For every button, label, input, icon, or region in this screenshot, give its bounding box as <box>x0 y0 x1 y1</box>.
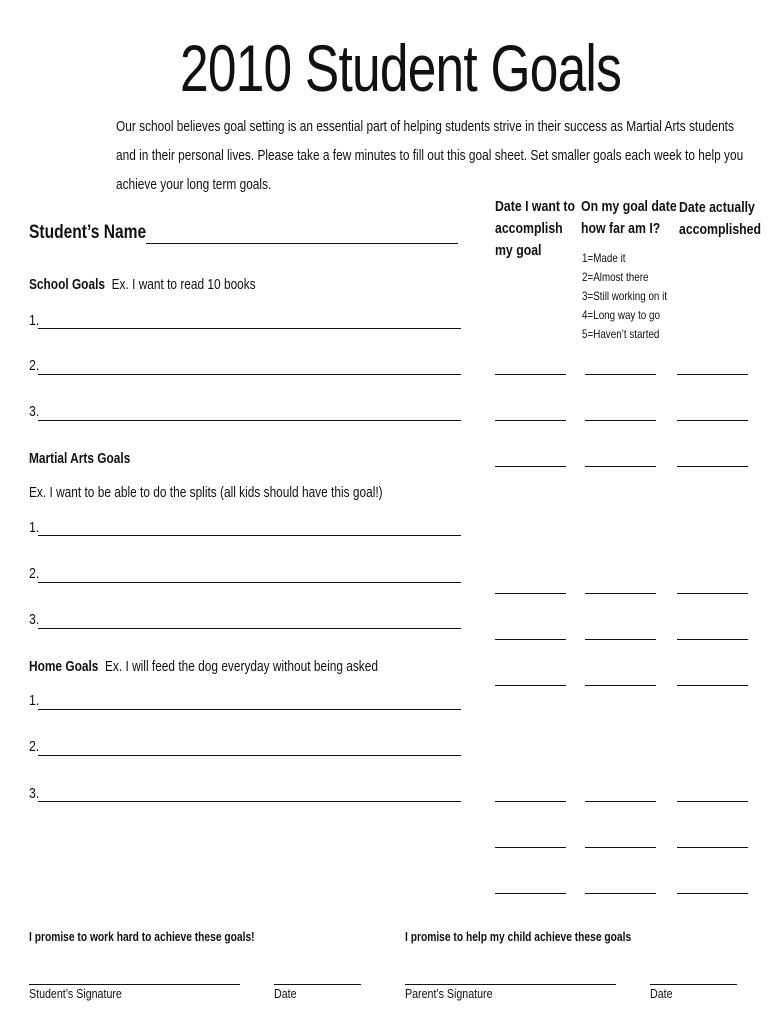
scale-item: 1=Made it <box>582 251 626 265</box>
school-goal-number: 2. <box>29 358 40 374</box>
col-header-date-accomplish <box>495 196 575 262</box>
student-date-field[interactable] <box>274 984 361 985</box>
goal-tracking-blank[interactable] <box>495 847 566 848</box>
goal-tracking-blank[interactable] <box>585 420 656 421</box>
goal-tracking-blank[interactable] <box>585 685 656 686</box>
martial-goal-number: 1. <box>29 520 40 536</box>
col-header-date-accomplished <box>679 197 761 241</box>
home-goals-heading <box>29 659 378 675</box>
parent-date-field[interactable] <box>650 984 737 985</box>
goal-tracking-blank[interactable] <box>677 639 748 640</box>
col-header-line: Date actually <box>679 199 755 216</box>
home-goals-title: Home Goals <box>29 659 99 675</box>
martial-goal-number: 3. <box>29 612 40 628</box>
goal-tracking-blank[interactable] <box>677 685 748 686</box>
scale-item: 5=Haven’t started <box>582 327 660 341</box>
goal-tracking-blank[interactable] <box>495 374 566 375</box>
school-goal-3-field[interactable] <box>38 420 461 421</box>
col-header-line: On my goal date <box>581 198 677 215</box>
goal-tracking-blank[interactable] <box>495 639 566 640</box>
page-title: 2010 Student Goals <box>180 31 622 105</box>
scale-item: 3=Still working on it <box>582 289 668 303</box>
goal-tracking-blank[interactable] <box>677 801 748 802</box>
goal-tracking-blank[interactable] <box>495 685 566 686</box>
goal-tracking-blank[interactable] <box>585 801 656 802</box>
goal-tracking-blank[interactable] <box>677 374 748 375</box>
school-goals-title: School Goals <box>29 277 105 293</box>
goal-tracking-blank[interactable] <box>495 466 566 467</box>
home-goal-number: 3. <box>29 786 40 802</box>
intro-line-3: achieve your long term goals. <box>116 177 272 193</box>
scale-item: 2=Almost there <box>582 270 649 284</box>
parent-signature-label: Parent’s Signature <box>405 986 493 1001</box>
martial-goal-1-field[interactable] <box>38 535 461 536</box>
goal-tracking-blank[interactable] <box>677 466 748 467</box>
col-header-line: how far am I? <box>581 220 661 237</box>
goal-tracking-blank[interactable] <box>495 593 566 594</box>
home-goals-example: Ex. I will feed the dog everyday without being asked <box>104 659 378 675</box>
goal-tracking-blank[interactable] <box>585 374 656 375</box>
goal-tracking-blank[interactable] <box>495 420 566 421</box>
goal-tracking-blank[interactable] <box>585 847 656 848</box>
school-goal-2-field[interactable] <box>38 374 461 375</box>
goal-tracking-blank[interactable] <box>585 593 656 594</box>
goal-tracking-blank[interactable] <box>677 893 748 894</box>
martial-goal-2-field[interactable] <box>38 582 461 583</box>
student-signature-label: Student’s Signature <box>29 986 122 1001</box>
goal-tracking-blank[interactable] <box>585 466 656 467</box>
martial-goals-example: Ex. I want to be able to do the splits (all kids should have this goal!) <box>29 485 383 501</box>
home-goal-number: 1. <box>29 693 40 709</box>
parent-date-label: Date <box>650 986 673 1001</box>
col-header-line: accomplished <box>679 221 762 238</box>
parent-signature-field[interactable] <box>405 984 616 985</box>
goal-tracking-blank[interactable] <box>677 593 748 594</box>
school-goal-number: 1. <box>29 313 40 329</box>
goal-tracking-blank[interactable] <box>495 801 566 802</box>
student-promise: I promise to work hard to achieve these goals! <box>29 930 255 944</box>
martial-goal-3-field[interactable] <box>38 628 461 629</box>
student-signature-field[interactable] <box>29 984 240 985</box>
martial-goal-number: 2. <box>29 566 40 582</box>
martial-goals-title: Martial Arts Goals <box>29 451 131 467</box>
goal-tracking-blank[interactable] <box>677 420 748 421</box>
school-goal-1-field[interactable] <box>38 328 461 329</box>
goal-tracking-blank[interactable] <box>585 639 656 640</box>
parent-promise: I promise to help my child achieve these goals <box>405 930 632 944</box>
goal-tracking-blank[interactable] <box>585 893 656 894</box>
home-goal-1-field[interactable] <box>38 709 461 710</box>
col-header-line: my goal <box>495 242 542 259</box>
student-name-label: Student’s Name <box>29 222 147 243</box>
goal-tracking-blank[interactable] <box>677 847 748 848</box>
home-goal-2-field[interactable] <box>38 755 461 756</box>
home-goal-3-field[interactable] <box>38 801 461 802</box>
home-goal-number: 2. <box>29 739 40 755</box>
school-goals-example: Ex. I want to read 10 books <box>111 277 256 293</box>
school-goals-heading <box>29 277 256 293</box>
col-header-line: accomplish <box>495 220 563 237</box>
progress-scale-legend <box>582 249 667 344</box>
col-header-line: Date I want to <box>495 198 575 215</box>
intro-line-1: Our school believes goal setting is an essential part of helping students strive in their success as Martial Arts students <box>116 119 734 135</box>
intro-line-2: and in their personal lives. Please take a few minutes to fill out this goal sheet. Set smaller goals each week to help you <box>116 148 744 164</box>
student-date-label: Date <box>274 986 297 1001</box>
school-goal-number: 3. <box>29 404 40 420</box>
goal-tracking-blank[interactable] <box>495 893 566 894</box>
student-name-field[interactable] <box>146 243 458 244</box>
scale-item: 4=Long way to go <box>582 308 660 322</box>
col-header-how-far <box>581 196 677 240</box>
